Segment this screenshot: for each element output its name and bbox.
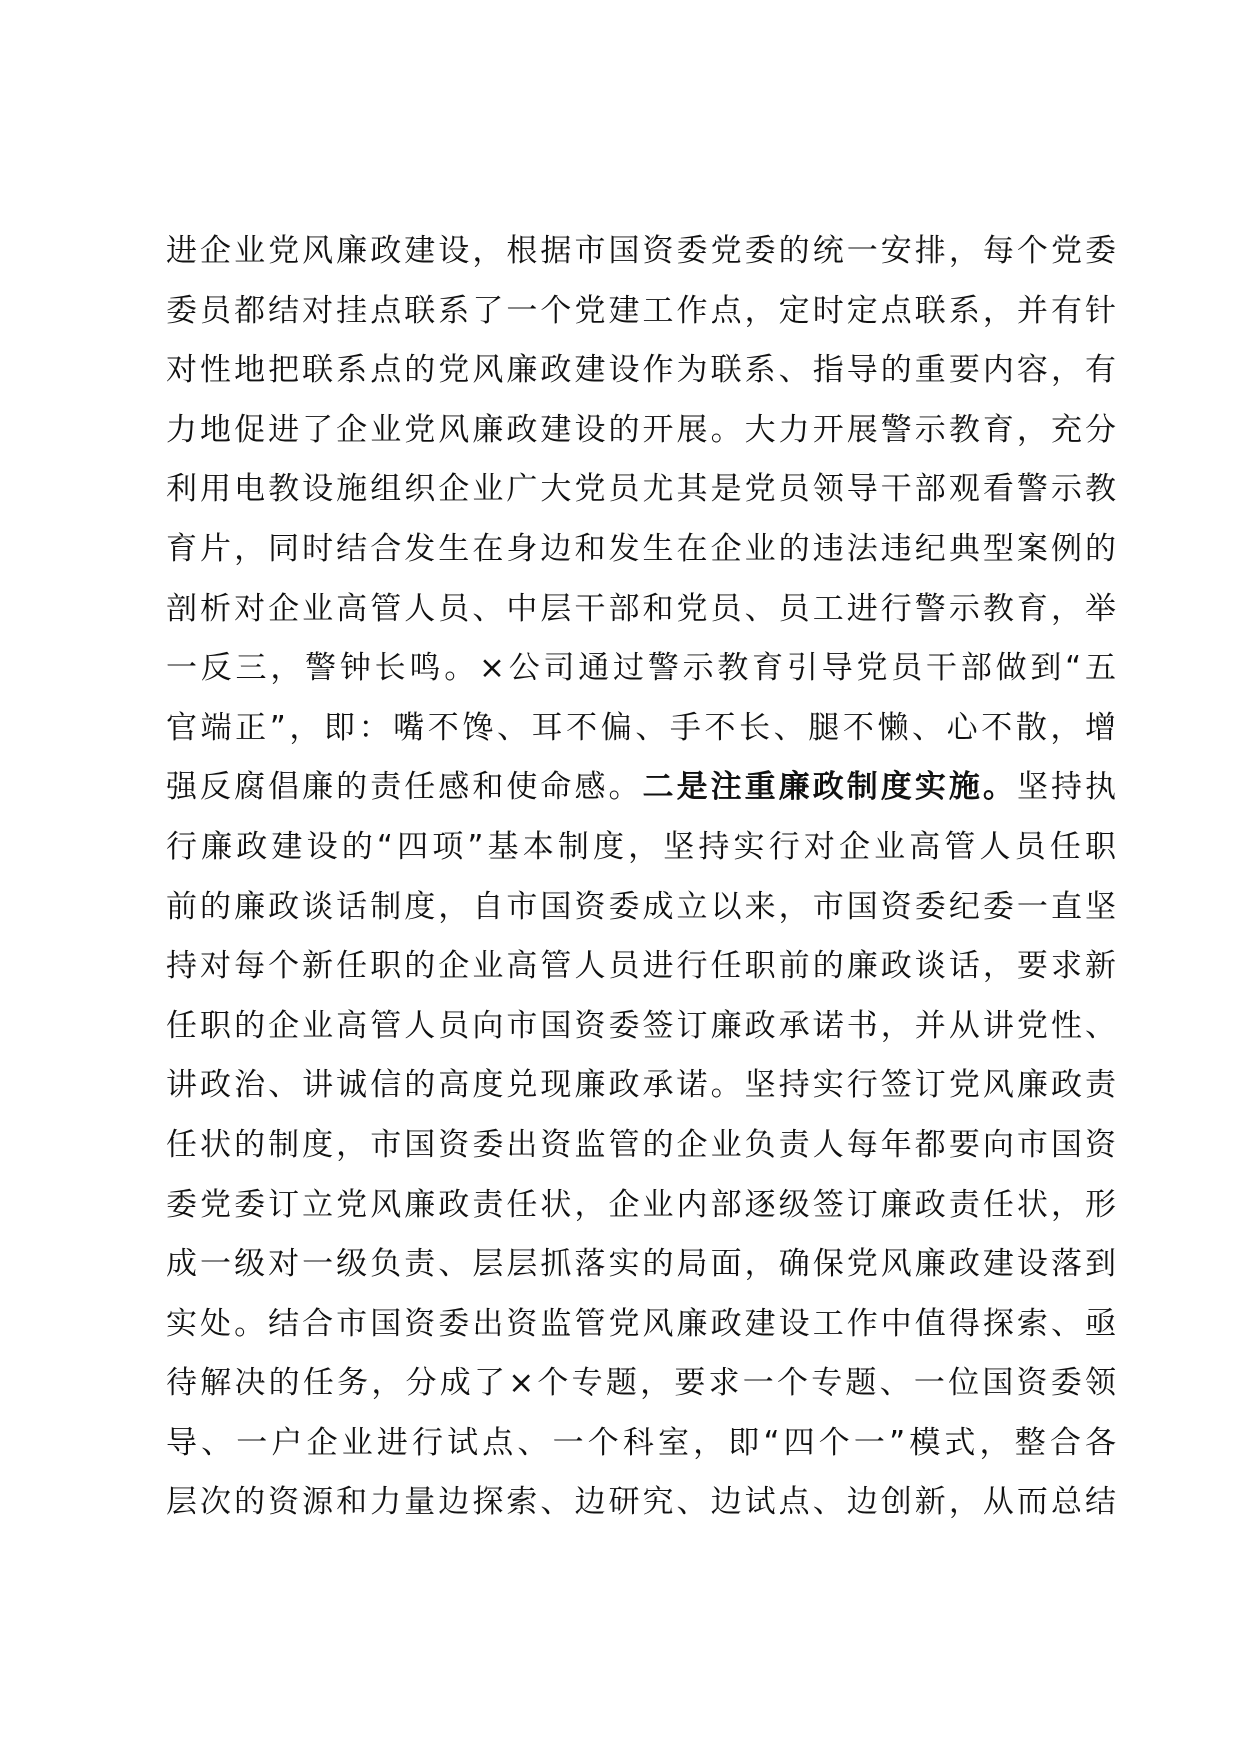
text-segment: 进企业党风廉政建设，根据市国资委党委的统一安排，每个党委 (166, 233, 1116, 269)
text-line (166, 937, 1116, 997)
text-segment: 实处。结合市国资委出资监管党风廉政建设工作中值得探索、亟 (166, 1305, 1116, 1342)
text-line (166, 460, 1116, 520)
text-line (166, 1056, 1116, 1116)
text-segment: 利用电教设施组织企业广大党员尤其是党员领导干部观看警示教 (166, 471, 1116, 508)
text-segment: 讲政治、讲诚信的高度兑现廉政承诺。坚持实行签订党风廉政责 (166, 1067, 1116, 1104)
text-segment: 委员都结对挂点联系了一个党建工作点，定时定点联系，并有针 (166, 292, 1116, 329)
text-segment: 任职的企业高管人员向市国资委签订廉政承诺书，并从讲党性、 (166, 1007, 1116, 1044)
text-segment: 待解决的任务，分成了×个专题，要求一个专题、一位国资委领 (166, 1365, 1116, 1402)
text-line (166, 401, 1116, 461)
text-line (166, 1235, 1116, 1295)
text-segment: 坚持执 (1016, 769, 1117, 806)
text-line (166, 341, 1116, 401)
text-line (166, 1176, 1116, 1236)
text-segment: 对性地把联系点的党风廉政建设作为联系、指导的重要内容，有 (166, 352, 1116, 389)
text-line (166, 758, 1116, 818)
text-line (166, 878, 1116, 938)
text-line (166, 1473, 1116, 1533)
text-line (166, 282, 1116, 342)
text-line (166, 699, 1116, 759)
text-line (166, 580, 1116, 640)
text-segment: 成一级对一级负责、层层抓落实的局面，确保党风廉政建设落到 (166, 1246, 1116, 1283)
text-line (166, 818, 1116, 878)
text-line (166, 1295, 1116, 1355)
text-segment: 层次的资源和力量边探索、边研究、边试点、边创新，从而总结 (166, 1484, 1116, 1521)
text-segment: 持对每个新任职的企业高管人员进行任职前的廉政谈话，要求新 (166, 948, 1116, 985)
body-paragraph (166, 222, 1116, 1533)
text-line (166, 1354, 1116, 1414)
text-segment: 行廉政建设的“四项”基本制度，坚持实行对企业高管人员任职 (166, 828, 1116, 865)
text-segment: 导、一户企业进行试点、一个科室，即“四个一”模式，整合各 (166, 1424, 1116, 1461)
text-line (166, 520, 1116, 580)
text-line (166, 997, 1116, 1057)
text-segment: 一反三，警钟长鸣。×公司通过警示教育引导党员干部做到“五 (166, 650, 1116, 687)
text-line (166, 1414, 1116, 1474)
text-segment: 育片，同时结合发生在身边和发生在企业的违法违纪典型案例的 (166, 530, 1116, 567)
text-line (166, 222, 1116, 282)
text-line (166, 639, 1116, 699)
text-segment: 官端正”，即：嘴不馋、耳不偏、手不长、腿不懒、心不散，增 (166, 709, 1116, 746)
text-segment: 力地促进了企业党风廉政建设的开展。大力开展警示教育，充分 (166, 411, 1116, 448)
bold-heading-text: 二是注重廉政制度实施。 (642, 769, 1017, 806)
text-segment: 剖析对企业高管人员、中层干部和党员、员工进行警示教育，举 (166, 590, 1116, 627)
text-segment: 委党委订立党风廉政责任状，企业内部逐级签订廉政责任状，形 (166, 1186, 1116, 1223)
text-segment: 前的廉政谈话制度，自市国资委成立以来，市国资委纪委一直坚 (166, 888, 1116, 925)
text-line (166, 1116, 1116, 1176)
text-segment: 任状的制度，市国资委出资监管的企业负责人每年都要向市国资 (166, 1126, 1116, 1163)
text-segment: 强反腐倡廉的责任感和使命感。 (166, 769, 643, 806)
